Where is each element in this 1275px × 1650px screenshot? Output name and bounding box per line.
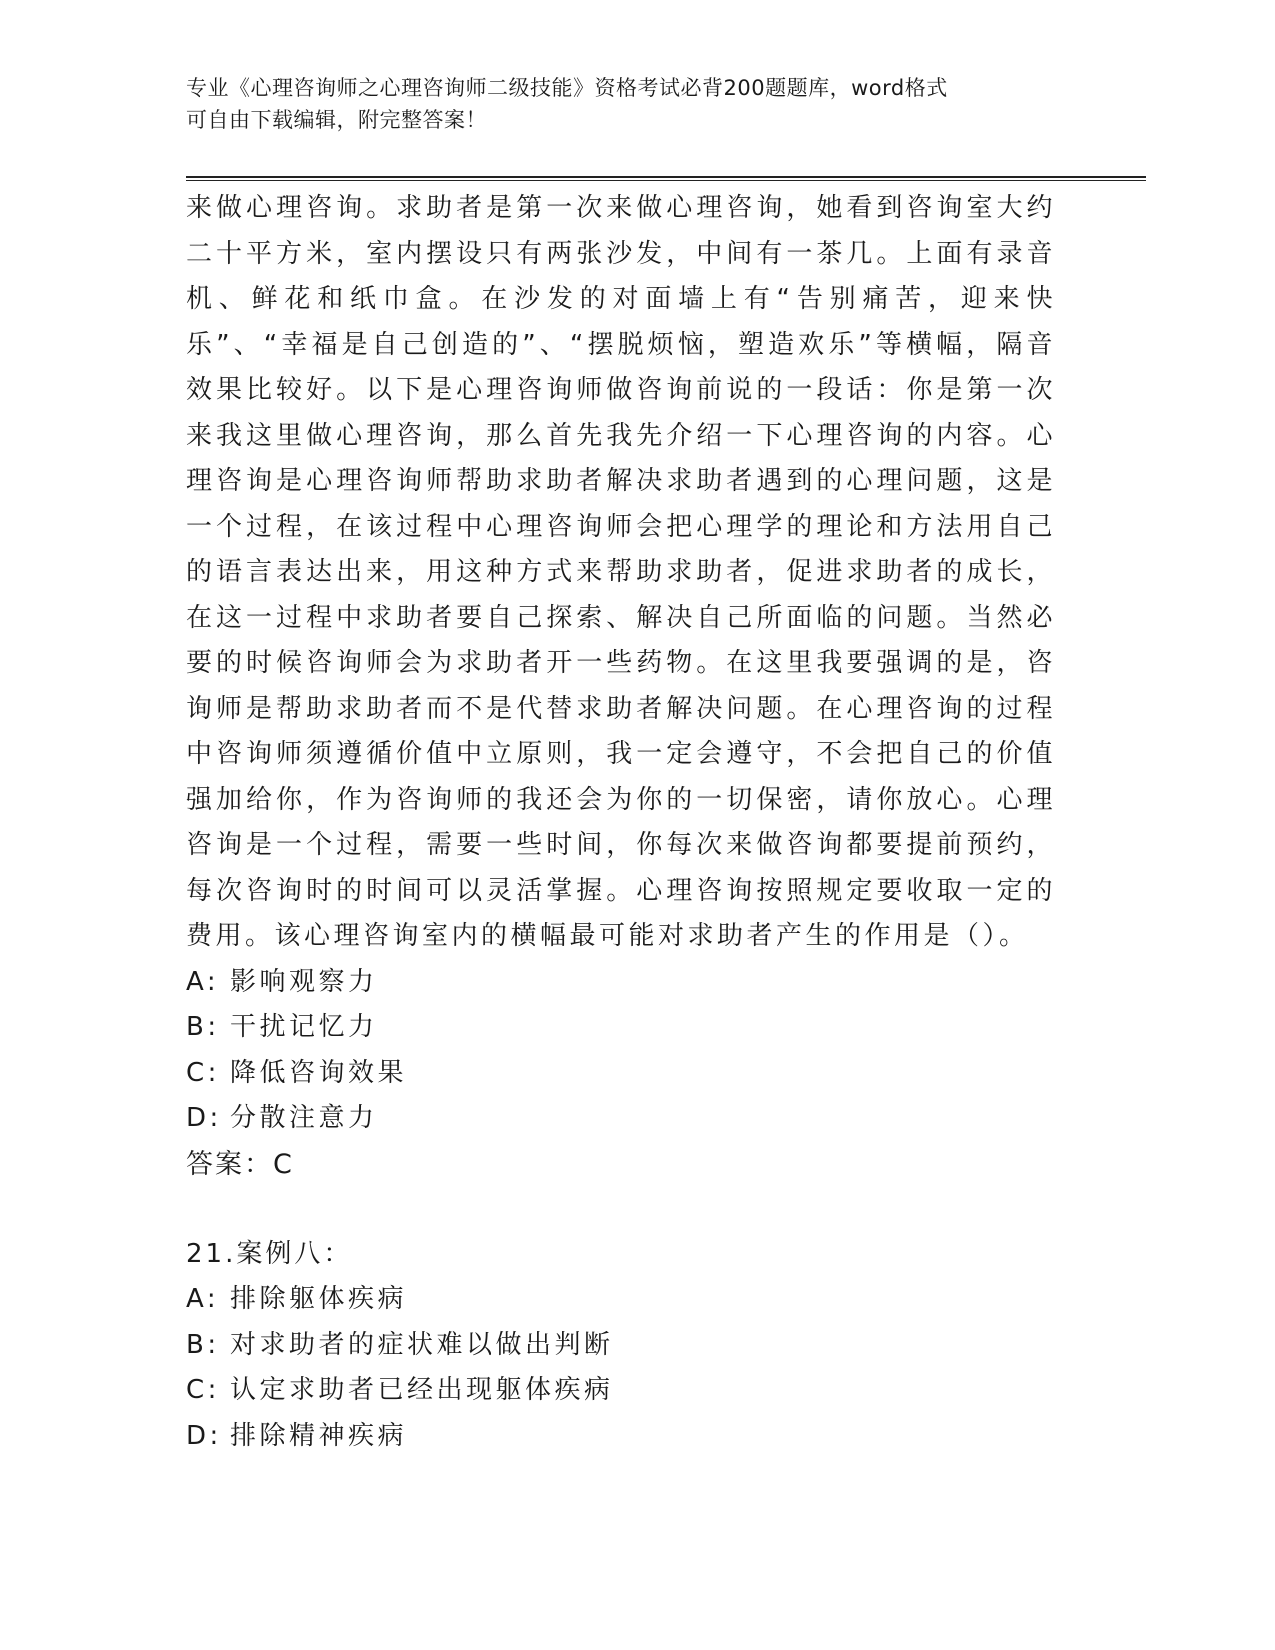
option-letter: C: xyxy=(186,1057,220,1088)
option-letter: D: xyxy=(186,1103,222,1133)
main-content xyxy=(186,186,1056,1459)
option-letter: C: xyxy=(186,1375,220,1405)
option-letter: D: xyxy=(186,1420,222,1451)
header-title-line-1: 专业《心理咨询师之心理咨询师二级技能》资格考试必背200题题库，word格式 xyxy=(186,76,948,100)
option-letter: A: xyxy=(186,1284,220,1314)
question-body: 来做心理咨询。求助者是第一次来做心理咨询，她看到咨询室大约二十平方米，室内摆设只有两张沙发，中间有一茶几。上面有录音机、鲜花和纸巾盒。在沙发的对面墙上有“告别痛苦，迎来快乐”、“幸福是自己创造的”、“摆脱烦恼，塑造欢乐”等横幅，隔音效果比较好。以下是心理咨询师做咨询前说的一段话：你是第一次来我这里做心理咨询，那么首先我先介绍一下心理咨询的内容。心理咨询是心理咨询师帮助求助者解决求助者遇到的心理问题，这是一个过程，在该过程中心理咨询师会把心理学的理论和方法用自己的语言表达出来，用这种方式来帮助求助者，促进求助者的成长，在这一过程中求助者要自己探索、解决自己所面临的问题。当然必要的时候咨询师会为求助者开一些药物。在这里我要强调的是，咨询师是帮助求助者而不是代替求助者解决问题。在心理咨询的过程中咨询师须遵循价值中立原则，我一定会遵守，不会把自己的价值强加给你，作为咨询师的我还会为你的一切保密，请你放心。心理咨询是一个过程，需要一些时间，你每次来做咨询都要提前预约，每次咨询时的时间可以灵活掌握。心理咨询按照规定要收取一定的费用。该心理咨询室内的横幅最可能对求助者产生的作用是（）。 xyxy=(186,193,1056,951)
question-21-options xyxy=(186,1277,1056,1459)
header-title-line-2: 可自由下载编辑，附完整答案！ xyxy=(186,108,487,132)
option-letter: A: xyxy=(186,966,220,997)
option-d xyxy=(186,1096,1056,1142)
option-letter: B: xyxy=(186,1012,220,1042)
option-text: 分散注意力 xyxy=(230,1103,378,1133)
option-b xyxy=(186,1005,1056,1051)
option-letter: B: xyxy=(186,1329,220,1360)
option-text: 排除躯体疾病 xyxy=(230,1284,408,1314)
q21-option-b xyxy=(186,1323,1056,1369)
option-text: 排除精神疾病 xyxy=(230,1420,408,1451)
option-a xyxy=(186,960,1056,1006)
question-options xyxy=(186,960,1056,1142)
question-21-title: 21.案例八： xyxy=(186,1238,353,1269)
question-spacer xyxy=(186,1188,1056,1232)
option-c xyxy=(186,1051,1056,1097)
q21-option-c xyxy=(186,1368,1056,1414)
option-text: 影响观察力 xyxy=(230,966,378,997)
page-header xyxy=(186,72,1066,136)
answer-line: 答案：C xyxy=(186,1148,294,1180)
option-text: 认定求助者已经出现躯体疾病 xyxy=(230,1375,614,1405)
q21-option-d xyxy=(186,1414,1056,1460)
header-divider xyxy=(186,176,1146,181)
option-text: 干扰记忆力 xyxy=(230,1012,378,1042)
q21-option-a xyxy=(186,1277,1056,1323)
option-text: 降低咨询效果 xyxy=(230,1057,408,1088)
option-text: 对求助者的症状难以做出判断 xyxy=(230,1329,614,1360)
